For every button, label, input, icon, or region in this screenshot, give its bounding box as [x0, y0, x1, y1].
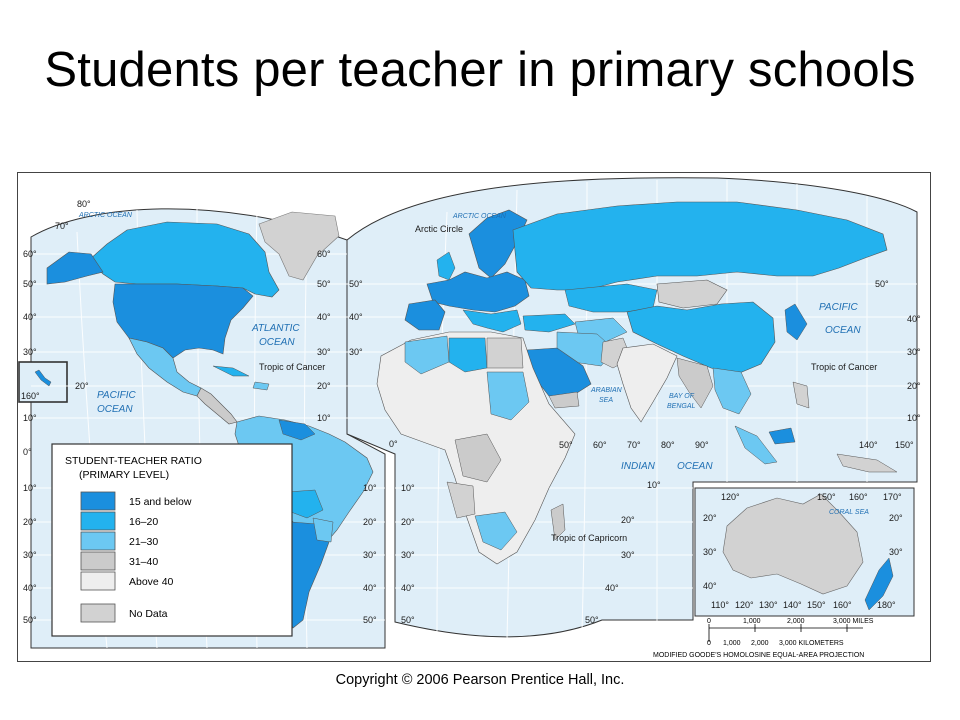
legend-subtitle: (PRIMARY LEVEL) [79, 469, 170, 481]
lat-label: 20° [75, 381, 89, 391]
legend-swatch [81, 604, 115, 622]
lon-label: 150° [817, 492, 836, 502]
lat-label: 30° [401, 550, 415, 560]
lat-label: 20° [401, 517, 415, 527]
lon-label: 90° [695, 440, 709, 450]
lat-label: 10° [907, 413, 921, 423]
lat-label: 50° [401, 615, 415, 625]
lat-label: 10° [317, 413, 331, 423]
lat-label: 20° [363, 517, 377, 527]
scale-km-label: 0 [707, 640, 711, 647]
scale-miles-label: 2,000 [787, 618, 805, 625]
lat-label: 50° [585, 615, 599, 625]
legend-swatch [81, 572, 115, 590]
lat-label: 50° [363, 615, 377, 625]
legend-swatch [81, 532, 115, 550]
lat-label: 10° [647, 480, 661, 490]
lat-label: 20° [889, 513, 903, 523]
lat-label: 30° [349, 347, 363, 357]
lat-label: 30° [703, 547, 717, 557]
legend-label: 31–40 [129, 556, 159, 568]
lat-label: 60° [23, 249, 37, 259]
arabian-sea-label-2: SEA [599, 397, 614, 404]
lat-label: 10° [401, 483, 415, 493]
lat-label: 30° [363, 550, 377, 560]
lat-label: 50° [317, 279, 331, 289]
lat-label: 60° [317, 249, 331, 259]
map-svg [17, 172, 931, 662]
scale-km-label: 3,000 KILOMETERS [779, 640, 844, 647]
lat-label: 30° [907, 347, 921, 357]
lon-label: 120° [735, 600, 754, 610]
lat-label: 0° [23, 447, 32, 457]
lat-label: 20° [703, 513, 717, 523]
lat-label: 50° [23, 279, 37, 289]
arabian-sea-label-1: ARABIAN [591, 387, 622, 394]
indian-ocean-label-1: INDIAN [621, 461, 655, 472]
lat-label: 40° [605, 583, 619, 593]
arctic-ocean-right-label: ARCTIC OCEAN [453, 213, 506, 220]
indian-ocean-label-2: OCEAN [677, 461, 713, 472]
lon-label: 150° [807, 600, 826, 610]
lat-label: 10° [23, 483, 37, 493]
lat-label: 30° [23, 347, 37, 357]
scale-km-label: 1,000 [723, 640, 741, 647]
lat-label: 10° [363, 483, 377, 493]
projection-label: MODIFIED GOODE'S HOMOLOSINE EQUAL-AREA PROJECTION [653, 652, 865, 659]
arctic-ocean-left-label: ARCTIC OCEAN [79, 212, 132, 219]
legend-label: 15 and below [129, 496, 192, 508]
tropic-of-cancer-left-label: Tropic of Cancer [259, 362, 326, 372]
bay-of-bengal-label-1: BAY OF [669, 393, 695, 400]
legend [52, 444, 292, 636]
tropic-of-capricorn-label: Tropic of Capricorn [551, 533, 628, 543]
lon-label: 140° [859, 440, 878, 450]
legend-label: 16–20 [129, 516, 159, 528]
lat-label: 40° [23, 583, 37, 593]
lat-label: 30° [621, 550, 635, 560]
coral-sea-label: CORAL SEA [829, 509, 869, 516]
land-egypt [487, 338, 523, 368]
arctic-circle-label: Arctic Circle [415, 224, 464, 234]
lat-label: 80° [77, 199, 91, 209]
pacific-ocean-right-label-1: PACIFIC [819, 302, 858, 313]
copyright-notice: Copyright © 2006 Pearson Prentice Hall, Inc. [335, 672, 625, 688]
bay-of-bengal-label-2: BENGAL [667, 403, 696, 410]
lat-label: 40° [703, 581, 717, 591]
atlantic-ocean-label-1: ATLANTIC [252, 323, 300, 334]
lon-label: 130° [759, 600, 778, 610]
tropic-of-cancer-right-label: Tropic of Cancer [811, 362, 878, 372]
lon-label: 50° [559, 440, 573, 450]
scale-km-label: 2,000 [751, 640, 769, 647]
lat-label: 40° [363, 583, 377, 593]
lon-label: 170° [883, 492, 902, 502]
lat-label: 20° [317, 381, 331, 391]
legend-label: 21–30 [129, 536, 159, 548]
lon-label: 110° [711, 600, 729, 610]
lon-label: 160° [21, 391, 40, 401]
lon-label: 60° [593, 440, 607, 450]
lat-label: 40° [23, 312, 37, 322]
lon-label: 80° [661, 440, 675, 450]
pacific-ocean-right-label-2: OCEAN [825, 325, 861, 336]
legend-label: No Data [129, 608, 168, 620]
lat-label: 30° [23, 550, 37, 560]
legend-swatch [81, 492, 115, 510]
lat-label: 40° [907, 314, 921, 324]
scale-miles-label: 1,000 [743, 618, 761, 625]
lat-label: 50° [875, 279, 889, 289]
lon-label: 150° [895, 440, 914, 450]
legend-label: Above 40 [129, 576, 174, 588]
lat-label: 30° [317, 347, 331, 357]
legend-swatch [81, 552, 115, 570]
lat-label: 10° [23, 413, 37, 423]
lat-label: 40° [349, 312, 363, 322]
lat-label: 40° [317, 312, 331, 322]
page-title: Students per teacher in primary schools [44, 43, 916, 97]
scale-miles-label: 3,000 MILES [833, 618, 874, 625]
lon-label: 160° [849, 492, 868, 502]
atlantic-ocean-label-2: OCEAN [259, 337, 295, 348]
lon-label: 140° [783, 600, 802, 610]
pacific-ocean-left-label-1: PACIFIC [97, 390, 136, 401]
lat-label: 50° [23, 615, 37, 625]
lat-label: 0° [389, 439, 398, 449]
lon-label: 180° [877, 600, 896, 610]
lat-label: 40° [401, 583, 415, 593]
lat-label: 20° [23, 517, 37, 527]
pacific-ocean-left-label-2: OCEAN [97, 404, 133, 415]
lon-label: 160° [833, 600, 852, 610]
lon-label: 70° [627, 440, 641, 450]
lat-label: 50° [349, 279, 363, 289]
lat-label: 70° [55, 221, 69, 231]
legend-title: STUDENT-TEACHER RATIO [65, 455, 202, 467]
lat-label: 30° [889, 547, 903, 557]
lat-label: 20° [907, 381, 921, 391]
world-map [17, 172, 931, 662]
lon-label: 120° [721, 492, 740, 502]
legend-swatch [81, 512, 115, 530]
scale-miles-label: 0 [707, 618, 711, 625]
lat-label: 20° [621, 515, 635, 525]
